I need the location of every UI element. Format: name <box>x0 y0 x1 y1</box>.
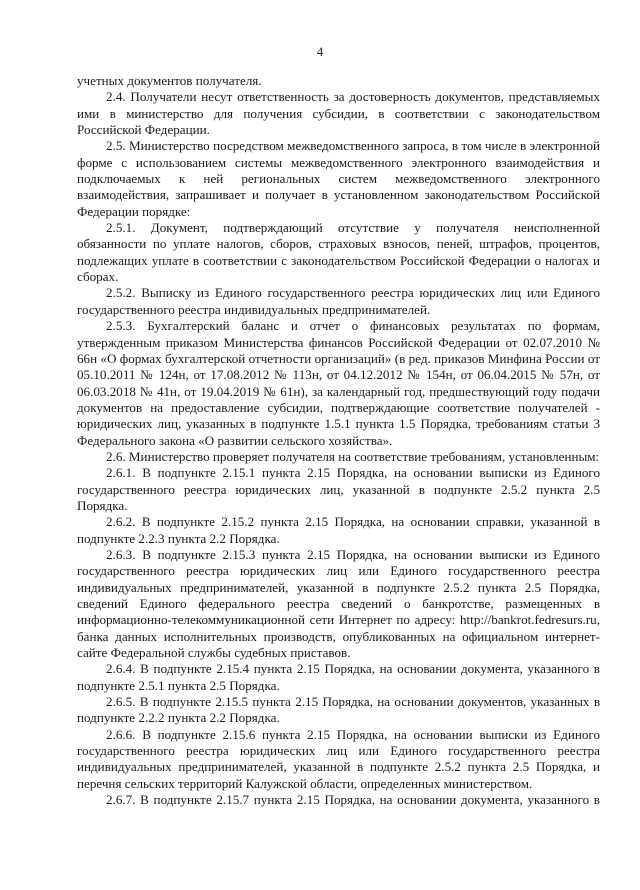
paragraph: 2.5.3. Бухгалтерский баланс и отчет о финансовых результатах по формам, утвержденным приказом Министерства финансов Российской Федерации от 02.07.2010 № 66н «О формах бухгалтерской отчетности организаций» (в ред. приказов Минфина России от 05.10.2011 № 124н, от 17.08.2012 № 113н, от 04.12.2012 № 154н, от 06.04.2015 № 57н, от 06.03.2018 № 41н, от 19.04.2019 № 61н), за календарный год, предшествующий году подачи документов на предоставление субсидии, подтверждающие соответствие получателей - юридических лиц, указанных в подпункте 1.5.1 пункта 1.5 Порядка, требованиям статьи 3 Федерального закона «О развитии сельского хозяйства». <box>77 318 600 448</box>
paragraph: 2.6.4. В подпункте 2.15.4 пункта 2.15 Порядка, на основании документа, указанного в подпункте 2.5.1 пункта 2.5 Порядка. <box>77 661 600 693</box>
paragraph: 2.6.2. В подпункте 2.15.2 пункта 2.15 Порядка, на основании справки, указанной в подпункте 2.2.3 пункта 2.2 Порядка. <box>77 514 600 546</box>
paragraph: 2.5.2. Выписку из Единого государственного реестра юридических лиц или Единого государственного реестра индивидуальных предпринимателей. <box>77 285 600 317</box>
paragraph: 2.5. Министерство посредством межведомственного запроса, в том числе в электронной форме с использованием системы межведомственного электронного взаимодействия и подключаемых к ней региональных систем межведомственного электронного взаимодействия, запрашивает и получает в установленном законодательством Российской Федерации порядке: <box>77 138 600 219</box>
paragraph: 2.6.3. В подпункте 2.15.3 пункта 2.15 Порядка, на основании выписки из Единого государственного реестра юридических лиц или Единого государственного реестра индивидуальных предпринимателей, указанной в подпункте 2.5.2 пункта 2.5 Порядка, сведений Единого федерального реестра сведений о банкротстве, размещенных в информационно-телекоммуникационной сети Интернет по адресу: http://bankrot.fedresurs.ru, банка данных исполнительных производств, опубликованных на официальном интернет-сайте Федеральной службы судебных приставов. <box>77 546 600 661</box>
document-body <box>77 73 600 808</box>
paragraph: 2.6.6. В подпункте 2.15.6 пункта 2.15 Порядка, на основании выписки из Единого государственного реестра юридических лиц или Единого государственного реестра индивидуальных предпринимателей, указанной в подпункте 2.5.2 пункта 2.5 Порядка, и перечня сельских территорий Калужской области, определенных министерством. <box>77 726 600 791</box>
page-number: 4 <box>316 44 324 59</box>
paragraph: 2.5.1. Документ, подтверждающий отсутствие у получателя неисполненной обязанности по уплате налогов, сборов, страховых взносов, пеней, штрафов, процентов, подлежащих уплате в соответствии с законодательством Российской Федерации о налогах и сборах. <box>77 220 600 285</box>
paragraph: учетных документов получателя. <box>77 73 262 88</box>
paragraph: 2.6.5. В подпункте 2.15.5 пункта 2.15 Порядка, на основании документов, указанных в подпункте 2.2.2 пункта 2.2 Порядка. <box>77 694 600 726</box>
paragraph: 2.6. Министерство проверяет получателя на соответствие требованиям, установленным: <box>106 448 600 464</box>
paragraph: 2.4. Получатели несут ответственность за достоверность документов, представляемых ими в министерство для получения субсидии, в соответствии с законодательством Российской Федерации. <box>77 89 600 138</box>
paragraph: 2.6.1. В подпункте 2.15.1 пункта 2.15 Порядка, на основании выписки из Единого государственного реестра юридических лиц, указанной в подпункте 2.5.2 пункта 2.5 Порядка. <box>77 465 600 513</box>
paragraph: 2.6.7. В подпункте 2.15.7 пункта 2.15 Порядка, на основании документа, указанного в <box>106 792 600 808</box>
